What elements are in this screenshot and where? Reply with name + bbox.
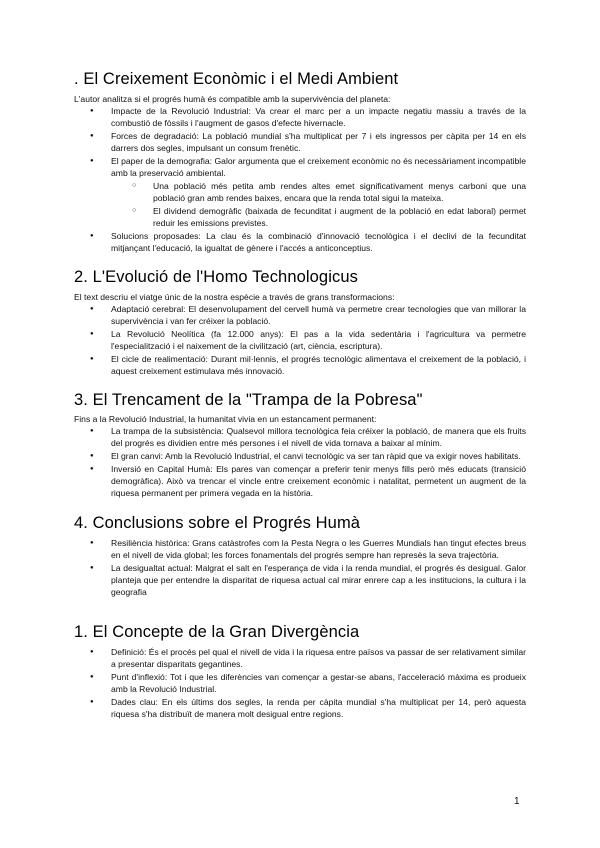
list-item: ● El cicle de realimentació: Durant mil·lennis, el progrés tecnològic alimentava el creixement de la població, i aquest creixement estimulava més innovació. — [74, 353, 526, 377]
bullet-list — [74, 425, 526, 499]
list-item: ● Impacte de la Revolució Industrial: Va crear el marc per a un impacte negatiu massiu a través de la combustió de fòssils i l'augment de gasos d'efecte hivernacle. — [74, 105, 526, 129]
document-content — [74, 70, 526, 721]
list-item: ● Inversió en Capital Humà: Els pares van començar a preferir tenir menys fills però més educats (transició demogràfica). Això va trencar el vincle entre creixement econòmic i natalitat, permetent un augment de la riquesa permanent per primera vegada en la història. — [74, 463, 526, 499]
list-item: ● Adaptació cerebral: El desenvolupament del cervell humà va permetre crear tecnologies que van millorar la supervivència i van fer créixer la població. — [74, 303, 526, 327]
list-item: ● Resiliència històrica: Grans catàstrofes com la Pesta Negra o les Guerres Mundials han tingut efectes breus en el nivell de vida global; les forces fonamentals del progrés sempre han represès la seva trajectòria. — [74, 537, 526, 561]
bullet-list — [74, 537, 526, 598]
bullet-list — [74, 646, 526, 720]
list-item: ● La Revolució Neolítica (fa 12.000 anys): El pas a la vida sedentària i l'agricultura va permetre l'especialització i el naixement de la civilització (art, ciència, escriptura). — [74, 328, 526, 352]
section-heading-economic-growth: . El Creixement Econòmic i el Medi Ambient — [74, 70, 399, 88]
list-item: ● Forces de degradació: La població mundial s'ha multiplicat per 7 i els ingressos per càpita per 14 en els darrers dos segles, impulsant un consum frenètic. — [74, 130, 526, 154]
list-item: ● Punt d'inflexió: Tot i que les diferències van començar a gestar-se abans, l'acceleració màxima es produeix amb la Revolució Industrial. — [74, 671, 526, 695]
section-intro: El text descriu el viatge únic de la nostra espècie a través de grans transformacions: — [74, 291, 395, 302]
section-heading-great-divergence: 1. El Concepte de la Gran Divergència — [74, 623, 360, 642]
sub-list-item: ○ El dividend demogràfic (baixada de fecunditat i augment de la població en edat laboral) permet reduir les emissions previstes. — [111, 205, 526, 229]
section-intro: Fins a la Revolució Industrial, la humanitat vivia en un estancament permanent: — [74, 414, 377, 425]
list-item: ● El gran canvi: Amb la Revolució Industrial, el canvi tecnològic va ser tan ràpid que va exigir noves habilitats. — [74, 450, 526, 462]
section-heading-conclusions: 4. Conclusions sobre el Progrés Humà — [74, 514, 361, 533]
list-item: ● Dades clau: En els últims dos segles, la renda per càpita mundial s'ha multiplicat per 14, però aquesta riquesa s'ha distribuït de manera molt desigual entre regions. — [74, 696, 526, 720]
sub-bullet-list — [111, 180, 526, 229]
list-item-text: El paper de la demografia: Galor argumenta que el creixement econòmic no és necessàriament incompatible amb la preservació ambiental. — [111, 155, 526, 178]
list-item — [74, 155, 526, 229]
bullet-list — [74, 105, 526, 254]
sub-list-item: ○ Una població més petita amb rendes altes emet significativament menys carboni que una població gran amb rendes baixes, encara que la renda total sigui la mateixa. — [111, 180, 526, 204]
section-intro: L'autor analitza si el progrés humà és compatible amb la supervivència del planeta: — [74, 93, 391, 104]
section-heading-homo-technologicus: 2. L'Evolució de l'Homo Technologicus — [74, 267, 358, 286]
page-number: 1 — [514, 796, 520, 807]
list-item: ● Definició: És el procés pel qual el nivell de vida i la riquesa entre països va passar de ser relativament similar a presentar disparitats gegantines. — [74, 646, 526, 670]
bullet-list — [74, 303, 526, 377]
list-item: ● Solucions proposades: La clau és la combinació d'innovació tecnològica i el declivi de la fecunditat mitjançant l'educació, la igualtat de gènere i l'accés a anticonceptius. — [74, 230, 526, 254]
list-item: ● La desigualtat actual: Malgrat el salt en l'esperança de vida i la renda mundial, el progrés és desigual. Galor planteja que per entendre la disparitat de riquesa actual cal mirar enrere cap a les institucions, la cultura i la geografia — [74, 562, 526, 598]
list-item: ● La trampa de la subsistència: Qualsevol millora tecnològica feia créixer la població, de manera que els fruits del progrés es dividien entre més persones i el nivell de vida tornava a baixar al mínim. — [74, 425, 526, 449]
section-heading-poverty-trap: 3. El Trencament de la "Trampa de la Pobresa" — [74, 390, 423, 409]
